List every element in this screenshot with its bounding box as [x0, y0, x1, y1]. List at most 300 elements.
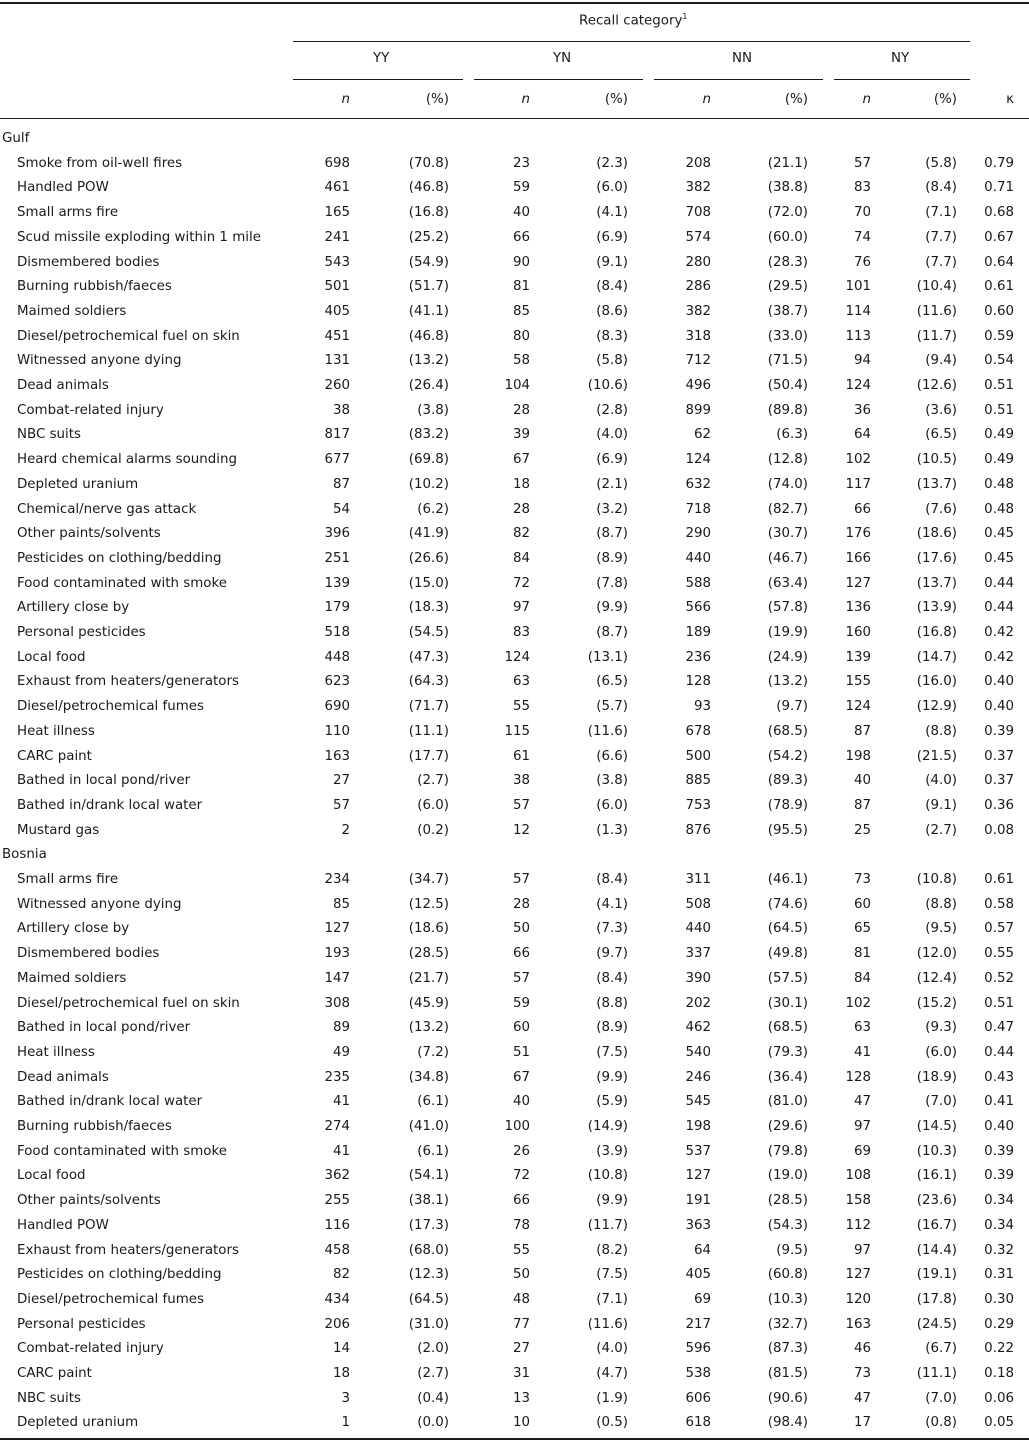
- table-bottom-rule: [0, 1438, 1029, 1440]
- cell-yn-pct: (6.9): [596, 229, 628, 245]
- cell-ny-pct: (11.6): [916, 303, 957, 319]
- cell-kappa: 0.51: [984, 402, 1014, 418]
- table-row: [0, 917, 1029, 942]
- cell-kappa: 0.51: [984, 378, 1014, 393]
- table-row: [0, 201, 1029, 226]
- cell-yy-n: 82: [332, 1267, 350, 1283]
- cell-nn-pct: (81.5): [767, 1366, 808, 1381]
- cell-yy-pct: (0.0): [417, 1415, 449, 1431]
- cell-ny-pct: (10.8): [916, 872, 957, 887]
- cell-yy-pct: (41.0): [408, 1119, 449, 1134]
- cell-yy-n: 18: [332, 1366, 350, 1381]
- cell-nn-n: 236: [685, 649, 711, 665]
- exposure-label: Smoke from oil-well fires: [17, 155, 183, 171]
- cell-yy-n: 255: [324, 1193, 350, 1209]
- cell-yy-pct: (45.9): [408, 995, 449, 1011]
- cell-yy-n: 690: [324, 699, 350, 715]
- cell-ny-n: 124: [845, 699, 871, 715]
- cell-ny-pct: (9.5): [925, 921, 957, 937]
- cell-nn-n: 363: [685, 1217, 711, 1233]
- exposure-label: Diesel/petrochemical fumes: [17, 1291, 204, 1307]
- exposure-label: Heat illness: [17, 723, 95, 739]
- exposure-label: Diesel/petrochemical fuel on skin: [17, 995, 240, 1011]
- group-underline-yy: [293, 79, 463, 80]
- cell-nn-pct: (79.3): [767, 1044, 808, 1060]
- cell-nn-n: 311: [685, 872, 711, 887]
- cell-yy-pct: (2.7): [417, 773, 449, 789]
- exposure-label: Maimed soldiers: [17, 970, 127, 986]
- cell-kappa: 0.57: [984, 921, 1014, 937]
- cell-nn-pct: (60.0): [767, 229, 808, 245]
- cell-yn-pct: (8.2): [596, 1242, 628, 1258]
- cell-kappa: 0.29: [984, 1316, 1014, 1332]
- cell-yy-pct: (13.2): [408, 353, 449, 369]
- table-row: [0, 423, 1029, 448]
- cell-nn-n: 708: [685, 205, 711, 221]
- section-header-bosnia: [0, 843, 1029, 868]
- cell-kappa: 0.42: [984, 649, 1014, 665]
- cell-ny-n: 41: [853, 1044, 871, 1060]
- cell-nn-pct: (10.3): [767, 1291, 808, 1307]
- cell-nn-n: 753: [685, 797, 711, 813]
- cell-ny-n: 47: [853, 1094, 871, 1110]
- cell-yn-n: 124: [504, 649, 530, 665]
- cell-yn-pct: (0.5): [596, 1415, 628, 1431]
- cell-ny-n: 127: [845, 1267, 871, 1283]
- cell-nn-pct: (50.4): [767, 378, 808, 393]
- exposure-label: Artillery close by: [17, 600, 130, 616]
- cell-ny-n: 76: [853, 254, 871, 270]
- cell-ny-n: 117: [845, 476, 871, 492]
- cell-nn-n: 496: [685, 378, 711, 393]
- cell-yn-pct: (7.1): [596, 1291, 628, 1307]
- table-row: [0, 1411, 1029, 1436]
- cell-yn-pct: (4.1): [596, 205, 628, 221]
- header-bottom-rule: [0, 118, 1029, 119]
- cell-yy-n: 206: [324, 1316, 350, 1332]
- cell-yn-n: 58: [512, 353, 530, 369]
- cell-yn-pct: (4.1): [596, 896, 628, 912]
- cell-yn-pct: (2.8): [596, 402, 628, 418]
- cell-yy-n: 274: [324, 1119, 350, 1134]
- cell-nn-n: 217: [685, 1316, 711, 1332]
- table-row: [0, 1115, 1029, 1140]
- cell-yn-pct: (1.3): [596, 822, 628, 838]
- cell-nn-pct: (29.6): [767, 1119, 808, 1134]
- cell-yy-pct: (12.5): [408, 896, 449, 912]
- cell-yn-n: 51: [512, 1044, 530, 1060]
- table-row: [0, 325, 1029, 350]
- cell-yy-pct: (54.1): [408, 1168, 449, 1184]
- cell-nn-n: 405: [685, 1267, 711, 1283]
- cell-yy-n: 41: [332, 1094, 350, 1110]
- cell-yn-n: 28: [512, 402, 530, 418]
- exposure-label: Pesticides on clothing/bedding: [17, 1267, 222, 1283]
- table-top-rule: [0, 2, 1029, 4]
- table-row: [0, 1164, 1029, 1189]
- cell-ny-pct: (10.4): [916, 279, 957, 295]
- cell-yn-pct: (10.8): [587, 1168, 628, 1184]
- cell-yy-n: 518: [324, 625, 350, 640]
- cell-ny-pct: (17.8): [916, 1291, 957, 1307]
- cell-ny-n: 102: [845, 452, 871, 468]
- table-row: [0, 769, 1029, 794]
- cell-yn-n: 23: [512, 155, 530, 171]
- cell-yy-pct: (10.2): [408, 476, 449, 492]
- exposure-label: NBC suits: [17, 1390, 81, 1406]
- cell-yn-n: 57: [512, 797, 530, 813]
- cell-ny-pct: (8.8): [925, 896, 957, 912]
- cell-yn-n: 84: [512, 550, 530, 566]
- cell-ny-n: 127: [845, 575, 871, 591]
- cell-kappa: 0.36: [984, 797, 1014, 813]
- cell-yn-n: 90: [512, 254, 530, 270]
- cell-yn-pct: (5.9): [596, 1094, 628, 1110]
- cell-yy-pct: (28.5): [408, 946, 449, 962]
- cell-yn-n: 97: [512, 600, 530, 616]
- cell-ny-n: 124: [845, 378, 871, 393]
- cell-ny-pct: (11.1): [916, 1366, 957, 1381]
- cell-nn-pct: (89.8): [767, 402, 808, 418]
- exposure-label: Handled POW: [17, 180, 109, 196]
- exposure-label: Scud missile exploding within 1 mile: [17, 229, 261, 245]
- cell-yn-n: 55: [512, 1242, 530, 1258]
- cell-ny-pct: (15.2): [916, 995, 957, 1011]
- cell-yn-pct: (8.4): [596, 872, 628, 887]
- cell-yn-pct: (4.0): [596, 427, 628, 443]
- cell-ny-pct: (16.8): [916, 625, 957, 640]
- cell-kappa: 0.48: [984, 501, 1014, 517]
- cell-yn-n: 50: [512, 921, 530, 937]
- cell-yn-n: 60: [512, 1020, 530, 1036]
- table-row: [0, 1090, 1029, 1115]
- cell-yn-n: 31: [512, 1366, 530, 1381]
- cell-nn-n: 337: [685, 946, 711, 962]
- cell-ny-n: 94: [853, 353, 871, 369]
- cell-kappa: 0.49: [984, 427, 1014, 443]
- cell-yn-n: 80: [512, 328, 530, 344]
- cell-yy-pct: (71.7): [408, 699, 449, 715]
- cell-yy-n: 3: [341, 1390, 350, 1406]
- cell-ny-pct: (12.9): [916, 699, 957, 715]
- cell-ny-pct: (23.6): [916, 1193, 957, 1209]
- cell-yy-pct: (64.3): [408, 674, 449, 690]
- cell-kappa: 0.40: [984, 674, 1014, 690]
- cell-ny-pct: (14.7): [916, 649, 957, 665]
- cell-nn-n: 390: [685, 970, 711, 986]
- cell-yy-pct: (18.3): [408, 600, 449, 616]
- exposure-label: Bathed in/drank local water: [17, 1094, 203, 1110]
- cell-nn-pct: (74.6): [767, 896, 808, 912]
- cell-ny-pct: (7.7): [925, 254, 957, 270]
- cell-yy-n: 38: [332, 402, 350, 418]
- cell-ny-n: 65: [853, 921, 871, 937]
- cell-yy-pct: (17.7): [408, 748, 449, 764]
- cell-ny-n: 102: [845, 995, 871, 1011]
- cell-ny-n: 81: [853, 946, 871, 962]
- cell-nn-n: 191: [685, 1193, 711, 1209]
- cell-yn-n: 50: [512, 1267, 530, 1283]
- cell-nn-pct: (68.5): [767, 723, 808, 739]
- section-label-gulf: Gulf: [2, 131, 30, 146]
- cell-yn-pct: (14.9): [587, 1119, 628, 1134]
- cell-yy-pct: (13.2): [408, 1020, 449, 1036]
- cell-nn-pct: (13.2): [767, 674, 808, 690]
- cell-ny-n: 176: [845, 526, 871, 542]
- cell-kappa: 0.58: [984, 896, 1014, 912]
- cell-yn-n: 38: [512, 773, 530, 789]
- exposure-label: Food contaminated with smoke: [17, 575, 227, 591]
- cell-ny-pct: (12.0): [916, 946, 957, 962]
- cell-ny-n: 139: [845, 649, 871, 665]
- cell-yy-n: 147: [324, 970, 350, 986]
- cell-yy-n: 623: [324, 674, 350, 690]
- cell-ny-pct: (7.0): [925, 1390, 957, 1406]
- cell-nn-n: 202: [685, 995, 711, 1011]
- exposure-label: Handled POW: [17, 1217, 109, 1233]
- cell-yy-n: 87: [332, 476, 350, 492]
- cell-nn-n: 899: [685, 402, 711, 418]
- table-row: [0, 868, 1029, 893]
- cell-nn-pct: (95.5): [767, 822, 808, 838]
- cell-kappa: 0.45: [984, 550, 1014, 566]
- cell-yy-n: 127: [324, 921, 350, 937]
- cell-yn-pct: (7.3): [596, 921, 628, 937]
- cell-ny-n: 84: [853, 970, 871, 986]
- cell-ny-n: 120: [845, 1291, 871, 1307]
- cell-kappa: 0.47: [984, 1020, 1014, 1036]
- cell-yn-pct: (8.4): [596, 279, 628, 295]
- exposure-label: NBC suits: [17, 427, 81, 443]
- cell-nn-n: 596: [685, 1341, 711, 1357]
- cell-nn-n: 508: [685, 896, 711, 912]
- cell-yy-n: 241: [324, 229, 350, 245]
- cell-nn-n: 876: [685, 822, 711, 838]
- cell-yy-n: 85: [332, 896, 350, 912]
- cell-kappa: 0.45: [984, 526, 1014, 542]
- cell-kappa: 0.31: [984, 1267, 1014, 1283]
- cell-yy-pct: (16.8): [408, 205, 449, 221]
- cell-ny-pct: (4.0): [925, 773, 957, 789]
- cell-yn-n: 27: [512, 1341, 530, 1357]
- cell-nn-pct: (54.2): [767, 748, 808, 764]
- cell-nn-pct: (24.9): [767, 649, 808, 665]
- cell-yn-pct: (6.9): [596, 452, 628, 468]
- cell-nn-n: 540: [685, 1044, 711, 1060]
- cell-nn-pct: (9.5): [776, 1242, 808, 1258]
- cell-nn-pct: (78.9): [767, 797, 808, 813]
- exposure-label: Exhaust from heaters/generators: [17, 1242, 239, 1258]
- cell-ny-pct: (13.9): [916, 600, 957, 616]
- cell-yn-n: 104: [504, 378, 530, 393]
- cell-yn-n: 82: [512, 526, 530, 542]
- cell-kappa: 0.48: [984, 476, 1014, 492]
- cell-yy-pct: (31.0): [408, 1316, 449, 1332]
- cell-nn-n: 885: [685, 773, 711, 789]
- cell-yy-pct: (26.4): [408, 378, 449, 393]
- table-row: [0, 226, 1029, 251]
- cell-ny-pct: (7.6): [925, 501, 957, 517]
- table-row: [0, 275, 1029, 300]
- cell-yy-n: 131: [324, 353, 350, 369]
- cell-yn-pct: (11.7): [587, 1217, 628, 1233]
- cell-kappa: 0.52: [984, 970, 1014, 986]
- cell-nn-n: 500: [685, 748, 711, 764]
- cell-nn-n: 62: [693, 427, 711, 443]
- cell-nn-n: 606: [685, 1390, 711, 1406]
- cell-ny-pct: (7.1): [925, 205, 957, 221]
- cell-yy-n: 116: [324, 1217, 350, 1233]
- cell-nn-n: 280: [685, 254, 711, 270]
- cell-ny-pct: (17.6): [916, 550, 957, 566]
- cell-ny-n: 128: [845, 1069, 871, 1085]
- col-nn-n: n: [702, 92, 711, 107]
- cell-yn-n: 59: [512, 180, 530, 196]
- table-row: [0, 1066, 1029, 1091]
- exposure-label: Burning rubbish/faeces: [17, 279, 172, 295]
- cell-kappa: 0.41: [984, 1094, 1014, 1110]
- cell-kappa: 0.08: [984, 822, 1014, 838]
- cell-ny-pct: (18.9): [916, 1069, 957, 1085]
- cell-nn-pct: (38.8): [767, 180, 808, 196]
- cell-nn-pct: (28.5): [767, 1193, 808, 1209]
- col-ny-n: n: [862, 92, 871, 107]
- table-row: [0, 1189, 1029, 1214]
- cell-kappa: 0.49: [984, 452, 1014, 468]
- cell-yn-n: 63: [512, 674, 530, 690]
- cell-ny-pct: (16.7): [916, 1217, 957, 1233]
- cell-kappa: 0.32: [984, 1242, 1014, 1258]
- cell-yn-pct: (3.8): [596, 773, 628, 789]
- cell-yn-n: 10: [512, 1415, 530, 1431]
- cell-yn-pct: (2.3): [596, 155, 628, 171]
- cell-yn-pct: (9.1): [596, 254, 628, 270]
- group-underline-ny: [834, 79, 970, 80]
- cell-ny-pct: (6.5): [925, 427, 957, 443]
- cell-ny-pct: (13.7): [916, 575, 957, 591]
- cell-kappa: 0.40: [984, 1119, 1014, 1134]
- cell-nn-n: 566: [685, 600, 711, 616]
- exposure-label: Local food: [17, 1168, 86, 1184]
- cell-yn-n: 100: [504, 1119, 530, 1134]
- table-row: [0, 794, 1029, 819]
- cell-ny-pct: (13.7): [916, 476, 957, 492]
- cell-nn-n: 588: [685, 575, 711, 591]
- cell-yn-pct: (3.9): [596, 1143, 628, 1159]
- table-row: [0, 942, 1029, 967]
- col-kappa: κ: [1006, 92, 1014, 107]
- table-row: [0, 819, 1029, 844]
- cell-nn-pct: (21.1): [767, 155, 808, 171]
- cell-ny-pct: (8.4): [925, 180, 957, 196]
- cell-nn-n: 124: [685, 452, 711, 468]
- cell-ny-pct: (7.0): [925, 1094, 957, 1110]
- cell-yy-n: 1: [341, 1415, 350, 1431]
- cell-kappa: 0.34: [984, 1193, 1014, 1209]
- recall-category-underline: [293, 41, 970, 42]
- exposure-label: Chemical/nerve gas attack: [17, 501, 197, 517]
- group-header-yn: YN: [553, 51, 572, 66]
- exposure-label: Witnessed anyone dying: [17, 353, 182, 369]
- exposure-label: Diesel/petrochemical fumes: [17, 699, 204, 715]
- cell-yy-n: 396: [324, 526, 350, 542]
- cell-yn-n: 77: [512, 1316, 530, 1332]
- cell-kappa: 0.40: [984, 699, 1014, 715]
- table-row: [0, 1362, 1029, 1387]
- cell-ny-n: 57: [853, 155, 871, 171]
- cell-yy-pct: (34.8): [408, 1069, 449, 1085]
- cell-yn-pct: (11.6): [587, 1316, 628, 1332]
- exposure-label: Heard chemical alarms sounding: [17, 452, 237, 468]
- table-row: [0, 522, 1029, 547]
- cell-nn-pct: (29.5): [767, 279, 808, 295]
- table-row: [0, 1387, 1029, 1412]
- cell-ny-n: 60: [853, 896, 871, 912]
- cell-yy-pct: (6.1): [417, 1143, 449, 1159]
- cell-kappa: 0.42: [984, 625, 1014, 640]
- table-row: [0, 152, 1029, 177]
- table-row: [0, 1214, 1029, 1239]
- cell-ny-n: 36: [853, 402, 871, 418]
- cell-yn-pct: (8.3): [596, 328, 628, 344]
- cell-yn-n: 59: [512, 995, 530, 1011]
- cell-ny-n: 160: [845, 625, 871, 640]
- cell-ny-pct: (16.1): [916, 1168, 957, 1184]
- cell-yy-n: 308: [324, 995, 350, 1011]
- cell-ny-pct: (2.7): [925, 822, 957, 838]
- cell-ny-pct: (0.8): [925, 1415, 957, 1431]
- cell-nn-pct: (32.7): [767, 1316, 808, 1332]
- cell-yy-pct: (7.2): [417, 1044, 449, 1060]
- cell-yn-pct: (4.7): [596, 1366, 628, 1381]
- cell-kappa: 0.59: [984, 328, 1014, 344]
- col-ny-pct: (%): [933, 92, 957, 107]
- cell-ny-n: 66: [853, 501, 871, 517]
- cell-yy-pct: (6.2): [417, 501, 449, 517]
- cell-yn-n: 67: [512, 452, 530, 468]
- table-row: [0, 621, 1029, 646]
- cell-kappa: 0.05: [984, 1415, 1014, 1431]
- cell-yn-pct: (6.5): [596, 674, 628, 690]
- cell-nn-pct: (57.8): [767, 600, 808, 616]
- cell-nn-pct: (12.8): [767, 452, 808, 468]
- cell-yn-pct: (8.8): [596, 995, 628, 1011]
- cell-yy-n: 139: [324, 575, 350, 591]
- cell-ny-n: 87: [853, 723, 871, 739]
- cell-yn-pct: (8.4): [596, 970, 628, 986]
- cell-nn-n: 618: [685, 1415, 711, 1431]
- cell-yn-pct: (11.6): [587, 723, 628, 739]
- cell-kappa: 0.37: [984, 748, 1014, 764]
- cell-nn-n: 286: [685, 279, 711, 295]
- cell-yn-pct: (10.6): [587, 378, 628, 393]
- table-row: [0, 646, 1029, 671]
- table-row: [0, 695, 1029, 720]
- cell-kappa: 0.61: [984, 872, 1014, 887]
- cell-yn-pct: (4.0): [596, 1341, 628, 1357]
- col-yy-pct: (%): [425, 92, 449, 107]
- cell-nn-pct: (74.0): [767, 476, 808, 492]
- cell-yy-n: 234: [324, 872, 350, 887]
- table-row: [0, 720, 1029, 745]
- cell-nn-pct: (57.5): [767, 970, 808, 986]
- cell-nn-n: 127: [685, 1168, 711, 1184]
- cell-nn-n: 198: [685, 1119, 711, 1134]
- cell-yy-pct: (2.0): [417, 1341, 449, 1357]
- cell-ny-pct: (5.8): [925, 155, 957, 171]
- table-row: [0, 349, 1029, 374]
- cell-yy-n: 458: [324, 1242, 350, 1258]
